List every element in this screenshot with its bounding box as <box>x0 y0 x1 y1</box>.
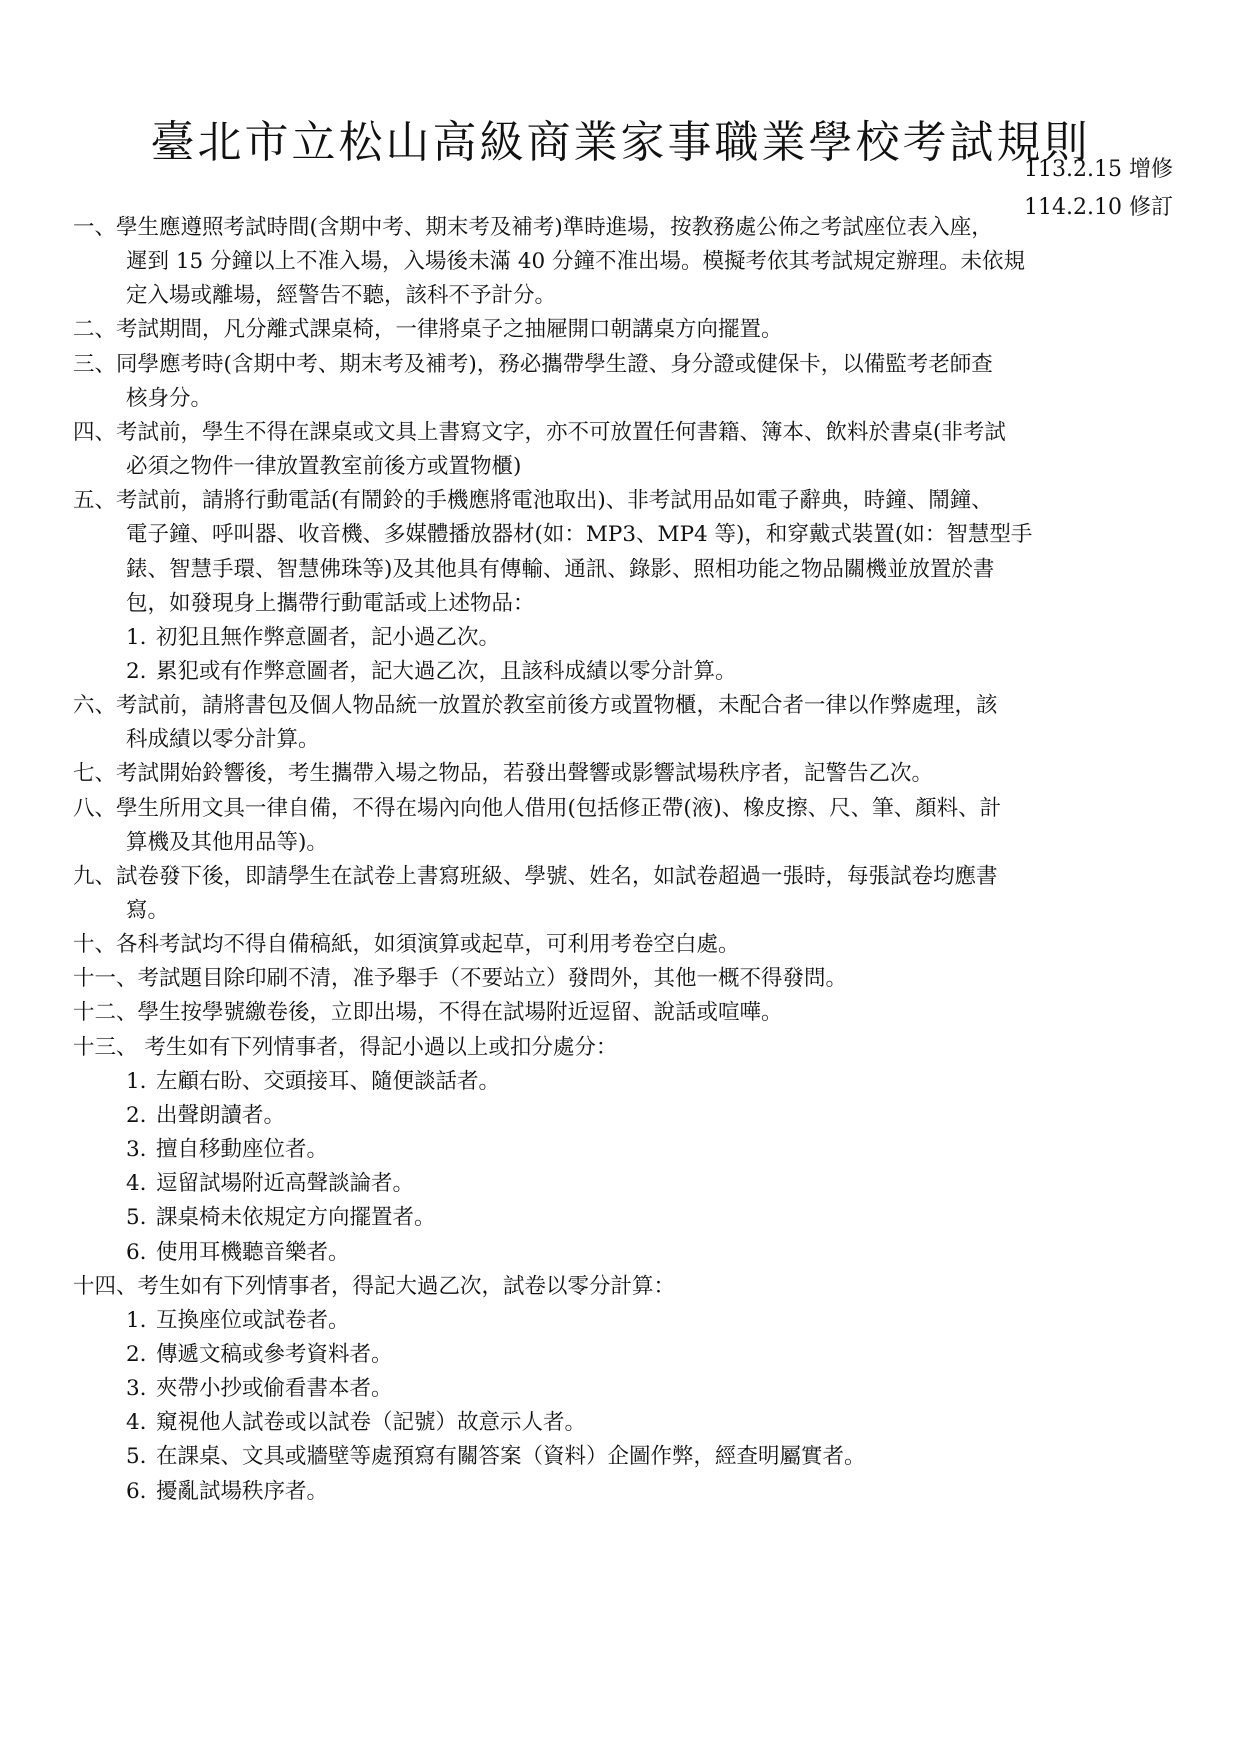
rule-14-item-5 <box>126 1443 866 1471</box>
rule-14-item-3 <box>126 1375 393 1403</box>
rule-5-continuation: 包，如發現身上攜帶行動電話或上述物品： <box>126 590 535 616</box>
item-text: 逗留試場附近高聲談論者。 <box>156 1171 415 1197</box>
rule-1-continuation: 遲到 15 分鐘以上不准入場，入場後未滿 40 分鐘不准出場。模擬考依其考試規定辦理。未依規 <box>126 249 1026 275</box>
rule-9-continuation: 寫。 <box>126 898 170 923</box>
item-text: 出聲朗讀者。 <box>156 1102 286 1128</box>
rule-3-text: 三、同學應考時(含期中考、期末考及補考)，務必攜帶學生證、身分證或健保卡，以備監考老師查 <box>73 351 993 377</box>
item-text: 傳遞文稿或參考資料者。 <box>156 1341 393 1367</box>
item-number: 2. <box>126 658 147 684</box>
item-text: 課桌椅未依規定方向擺置者。 <box>156 1205 436 1231</box>
item-text: 累犯或有作弊意圖者，記大過乙次，且該科成績以零分計算。 <box>156 658 737 684</box>
item-text: 初犯且無作弊意圖者，記小過乙次。 <box>156 624 501 650</box>
rule-14-item-4 <box>126 1409 586 1437</box>
revision-note-2: 114.2.10 修訂 <box>1024 195 1173 220</box>
item-number: 1. <box>126 624 147 650</box>
rule-5-item-2 <box>126 658 737 686</box>
rule-14-item-1 <box>126 1307 350 1335</box>
rule-14-item-6 <box>126 1478 328 1506</box>
rule-9-text: 九、試卷發下後，即請學生在試卷上書寫班級、學號、姓名，如試卷超過一張時，每張試卷均應書 <box>73 863 998 889</box>
rule-8-continuation: 算機及其他用品等)。 <box>126 829 328 855</box>
rule-3-continuation: 核身分。 <box>126 385 213 411</box>
rule-4-continuation: 必須之物件一律放置教室前後方或置物櫃) <box>126 454 522 480</box>
rule-12-text: 十二、學生按學號繳卷後，立即出場，不得在試場附近逗留、說話或喧嘩。 <box>73 1000 783 1026</box>
item-text: 擾亂試場秩序者。 <box>156 1478 329 1504</box>
item-text: 使用耳機聽音樂者。 <box>156 1239 350 1265</box>
item-number: 6. <box>126 1478 147 1504</box>
item-number: 1. <box>126 1068 147 1094</box>
item-text: 左顧右盼、交頭接耳、隨便談話者。 <box>156 1068 501 1094</box>
item-text: 互換座位或試卷者。 <box>156 1307 350 1333</box>
rule-14-text: 十四、考生如有下列情事者，得記大過乙次，試卷以零分計算： <box>73 1273 676 1299</box>
item-text: 窺視他人試卷或以試卷（記號）故意示人者。 <box>156 1410 587 1436</box>
rule-13-item-3 <box>126 1136 328 1164</box>
item-number: 2. <box>126 1102 147 1128</box>
rule-4-text: 四、考試前，學生不得在課桌或文具上書寫文字，亦不可放置任何書籍、簿本、飲料於書桌(非考試 <box>73 419 1006 445</box>
rule-13-item-1 <box>126 1068 500 1096</box>
rule-14-item-2 <box>126 1341 393 1369</box>
rule-13-text: 十三、 考生如有下列情事者，得記小過以上或扣分處分： <box>73 1034 618 1060</box>
rule-8-text: 八、學生所用文具一律自備，不得在場內向他人借用(包括修正帶(液)、橡皮擦、尺、筆、顏料、計 <box>73 795 1002 821</box>
rule-13-item-6 <box>126 1239 350 1267</box>
item-number: 5. <box>126 1205 147 1231</box>
revision-note-1: 113.2.15 增修 <box>1024 157 1173 182</box>
item-text: 在課桌、文具或牆壁等處預寫有關答案（資料）企圖作弊，經查明屬實者。 <box>156 1444 866 1470</box>
rule-13-item-4 <box>126 1170 414 1198</box>
item-number: 3. <box>126 1137 147 1163</box>
rule-5-text: 五、考試前，請將行動電話(有鬧鈴的手機應將電池取出)、非考試用品如電子辭典，時鐘、鬧鐘、 <box>73 488 993 514</box>
rule-5-item-1 <box>126 624 500 652</box>
rule-6-text: 六、考試前，請將書包及個人物品統一放置於教室前後方或置物櫃，未配合者一律以作弊處理，該 <box>73 693 998 719</box>
item-text: 擅自移動座位者。 <box>156 1137 329 1163</box>
item-number: 1. <box>126 1307 147 1333</box>
rule-11-text: 十一、考試題目除印刷不清，准予舉手（不要站立）發問外，其他一概不得發問。 <box>73 966 848 992</box>
rule-13-item-2 <box>126 1102 285 1130</box>
item-number: 3. <box>126 1376 147 1402</box>
item-number: 5. <box>126 1444 147 1470</box>
rule-7-text: 七、考試開始鈴響後，考生攜帶入場之物品，若發出聲響或影響試場秩序者，記警告乙次。 <box>73 761 934 787</box>
rule-10-text: 十、各科考試均不得自備稿紙，如須演算或起草，可利用考卷空白處。 <box>73 932 740 958</box>
rule-2-text: 二、考試期間，凡分離式課桌椅，一律將桌子之抽屜開口朝講桌方向擺置。 <box>73 317 783 343</box>
rule-5-continuation: 電子鐘、呼叫器、收音機、多媒體播放器材(如：MP3、MP4 等)，和穿戴式裝置(如：智慧型手 <box>126 522 1033 548</box>
rule-1-continuation: 定入場或離場，經警告不聽，該科不予計分。 <box>126 283 557 309</box>
item-number: 4. <box>126 1410 147 1436</box>
item-number: 4. <box>126 1171 147 1197</box>
rule-13-item-5 <box>126 1204 436 1232</box>
item-text: 夾帶小抄或偷看書本者。 <box>156 1376 393 1402</box>
rule-1-text: 一、學生應遵照考試時間(含期中考、期末考及補考)準時進場，按教務處公佈之考試座位表入座， <box>73 215 993 240</box>
item-number: 6. <box>126 1239 147 1265</box>
document-title: 臺北市立松山高級商業家事職業學校考試規則 <box>150 117 1091 169</box>
rule-5-continuation: 錶、智慧手環、智慧佛珠等)及其他具有傳輸、通訊、錄影、照相功能之物品關機並放置於書 <box>126 556 995 582</box>
item-number: 2. <box>126 1341 147 1367</box>
rule-6-continuation: 科成績以零分計算。 <box>126 727 320 753</box>
